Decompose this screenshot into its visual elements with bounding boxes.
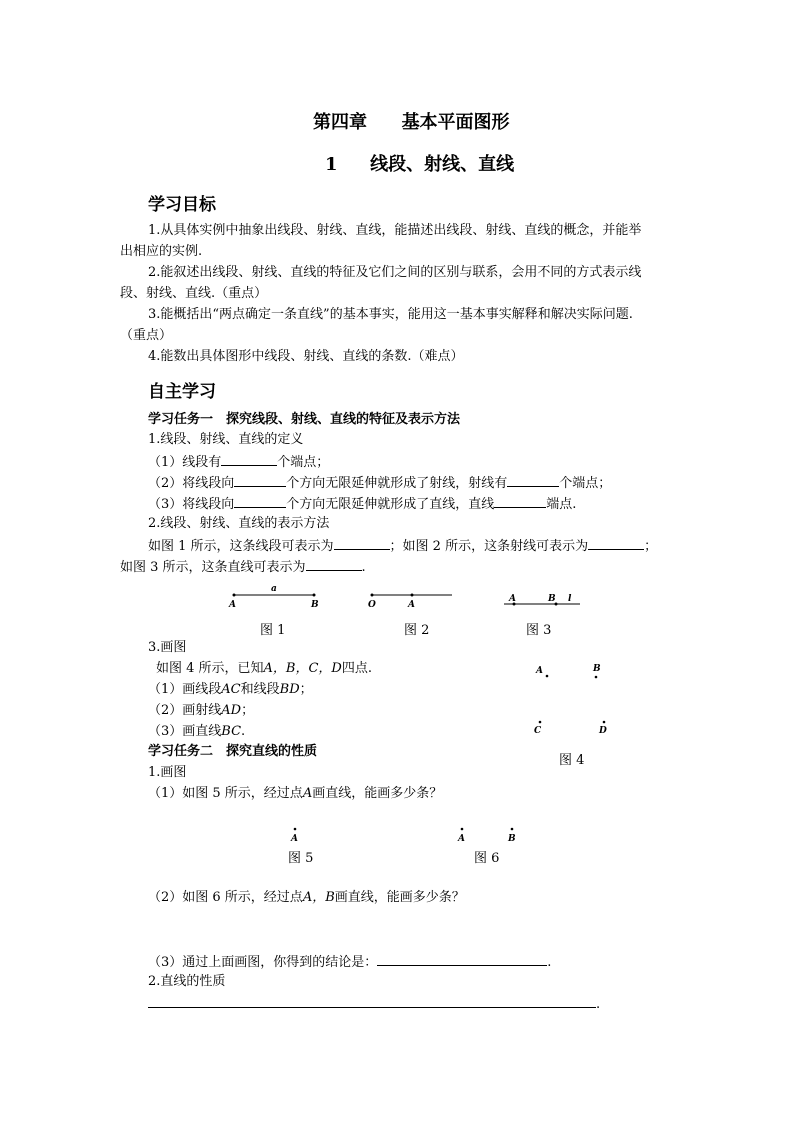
property-title: 2.直线的性质 [148,974,226,989]
blank-conclusion[interactable] [377,953,547,966]
figure-3-line [498,580,588,610]
point-A [233,594,236,597]
objective-2-line1: 2.能叙述出线段、射线、直线的特征及它们之间的区别与联系，会用不同的方式表示线 [148,265,642,280]
point-A [546,675,549,678]
objective-4: 4.能数出具体图形中线段、射线、直线的条数.（难点） [148,349,464,364]
figure-6-points [452,822,522,846]
draw-title: 3.画图 [148,640,187,655]
label-B: B [593,664,601,674]
point-O [371,594,374,597]
blank-q3-b[interactable] [494,495,546,508]
objectives-heading: 学习目标 [148,195,216,215]
blank-rep-segment[interactable] [334,537,390,550]
blank-q1[interactable] [221,453,277,466]
chapter-title [313,108,510,134]
draw-task-2: （2）画射线AD； [148,703,255,718]
label-A: A [229,600,236,610]
self-study-heading: 自主学习 [148,382,216,402]
chapter-number: 第四章 [313,112,367,133]
representation-title: 2.线段、射线、直线的表示方法 [148,516,330,531]
point-C [539,721,542,724]
figure-5-point [285,822,309,846]
blank-q2-b[interactable] [507,474,559,487]
figure-5-caption: 图 5 [288,851,314,866]
figure-4-points [526,656,616,742]
representation-line1: 如图 1 所示，这条线段可表示为 ；如图 2 所示，这条射线可表示为 ； [148,539,658,554]
draw-intro: 如图 4 所示，已知A，B，C，D四点. [156,661,372,676]
figure-2-ray [362,580,462,610]
label-B: B [508,834,516,844]
definition-title: 1.线段、射线、直线的定义 [148,432,304,447]
label-a: a [271,584,277,594]
point-B [313,594,316,597]
blank-property[interactable] [148,995,596,1008]
point-D [603,721,606,724]
question-1: （1）线段有 个端点； [148,455,330,470]
draw-task-3: （3）画直线BC. [148,724,246,739]
figure-2-caption: 图 2 [404,623,430,638]
point-B [595,676,598,679]
blank-rep-line[interactable] [306,558,362,571]
figure-1-segment [222,580,332,610]
objective-1-line2: 出相应的实例. [120,244,203,259]
property-question-1: （1）如图 5 所示，经过点A画直线，能画多少条？ [148,786,443,801]
draw-task-1: （1）画线段AC和线段BD； [148,682,313,697]
blank-rep-ray[interactable] [588,537,644,550]
task1-title: 学习任务一 探究线段、射线、直线的特征及表示方法 [148,412,461,427]
figure-3-caption: 图 3 [526,623,552,638]
task2-title: 学习任务二 探究直线的性质 [148,744,318,759]
question-2: （2）将线段向 个方向无限延伸就形成了射线，射线有 个端点； [148,476,612,491]
objective-1-line1: 1.从具体实例中抽象出线段、射线、直线，能描述出线段、射线、直线的概念，并能举 [148,223,642,238]
label-A: A [509,594,516,604]
objective-3-line2: （重点） [120,328,173,343]
figure-6-caption: 图 6 [474,851,500,866]
label-A: A [408,600,415,610]
question-3: （3）将线段向 个方向无限延伸就形成了直线，直线 端点. [148,497,577,512]
point-A [411,594,414,597]
property-question-3: （3）通过上面画图，你得到的结论是： . [148,955,552,970]
draw2-title: 1.画图 [148,765,187,780]
point-A [294,828,297,831]
label-l: l [568,594,572,604]
figure-4-caption: 图 4 [559,753,585,768]
point-A [461,828,464,831]
objective-3-line1: 3.能概括出“两点确定一条直线”的基本事实，能用这一基本事实解释和解决实际问题. [148,307,633,322]
lesson-number: 1 [325,154,338,175]
label-O: O [368,600,376,610]
label-A: A [458,834,465,844]
blank-q3-a[interactable] [234,495,286,508]
point-B [511,828,514,831]
label-A: A [291,834,298,844]
lesson-name: 线段、射线、直线 [370,154,515,175]
lesson-title [325,150,514,176]
label-D: D [599,726,607,736]
figure-1-caption: 图 1 [260,623,286,638]
property-answer-line: . [148,995,600,1013]
objective-2-line2: 段、射线、直线.（重点） [120,286,268,301]
blank-q2-a[interactable] [234,474,286,487]
representation-line2: 如图 3 所示，这条直线可表示为 . [120,560,366,575]
label-A: A [536,666,543,676]
label-B: B [548,594,556,604]
chapter-name: 基本平面图形 [401,112,510,133]
label-B: B [311,600,319,610]
label-C: C [534,726,542,736]
property-question-2: （2）如图 6 所示，经过点A，B画直线，能画多少条？ [148,890,465,905]
